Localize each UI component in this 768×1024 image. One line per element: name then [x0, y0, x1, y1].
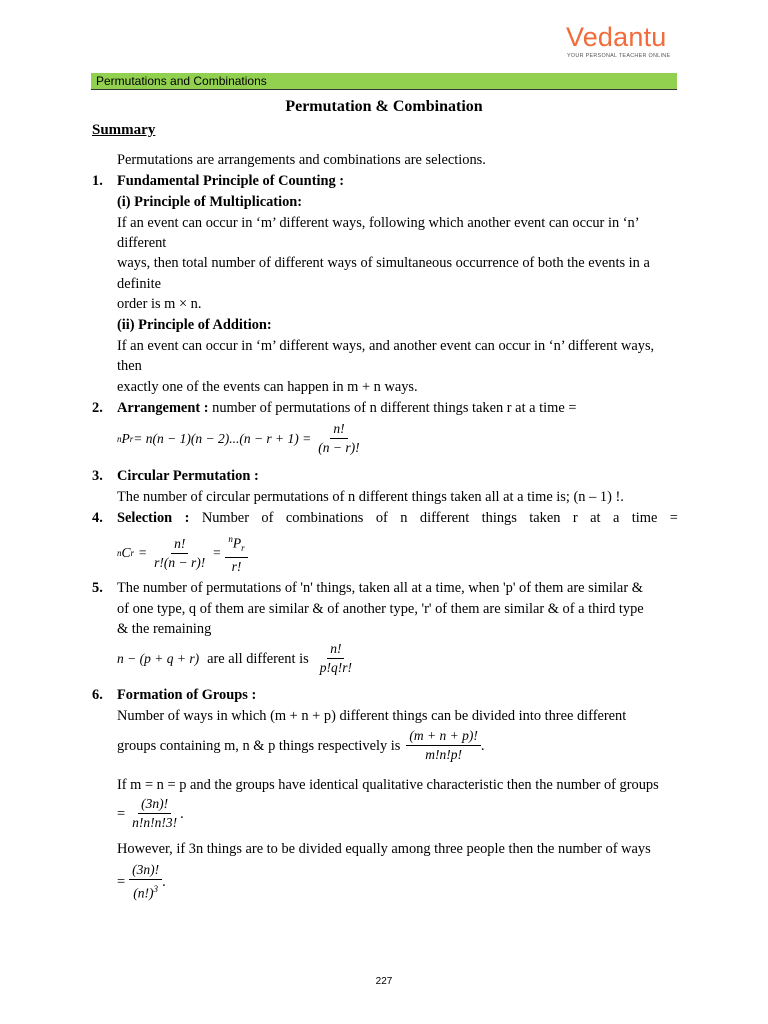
- word: of: [261, 510, 274, 526]
- groups-fraction: [406, 728, 480, 763]
- addition-text-3: exactly one of the events can happen in m + n ways.: [117, 379, 418, 395]
- word: at: [590, 510, 601, 526]
- section-6-text-3: If m = n = p and the groups have identical qualitative characteristic then the number of groups: [117, 777, 659, 793]
- period: .: [180, 805, 184, 822]
- section-5-text-1: The number of permutations of 'n' things, taken all at a time, when 'p' of them are similar &: [117, 580, 643, 596]
- word: taken: [529, 510, 561, 526]
- combination-fraction: [151, 536, 208, 571]
- permutation-numerator: n!: [330, 421, 347, 439]
- word: a: [612, 510, 620, 526]
- permutation-fraction: [315, 421, 362, 456]
- intro-text: Permutations are arrangements and combinations are selections.: [117, 152, 486, 168]
- equals: =: [117, 805, 126, 822]
- word: things: [481, 510, 517, 526]
- section-6-text-4: However, if 3n things are to be divided equally among three people then the number of ways: [117, 841, 651, 857]
- addition-text-2: then: [117, 358, 142, 374]
- word: Number: [201, 510, 249, 526]
- combination-symbol: C: [121, 545, 131, 561]
- word: r: [572, 510, 578, 526]
- section-2-line: [117, 399, 576, 417]
- distribution-denominator: $(n!)^3$: [133, 884, 158, 901]
- distribution-fraction: [129, 862, 162, 902]
- section-2-text: number of permutations of n different things taken r at a time =: [212, 400, 577, 416]
- section-1-number: 1.: [92, 173, 103, 189]
- multiplication-text-2: different: [117, 235, 167, 251]
- section-5-numerator: n!: [327, 641, 344, 659]
- section-6-heading: Formation of Groups :: [117, 687, 257, 703]
- multiplication-text-3: ways, then total number of different ways of simultaneous occurrence of both the events in a: [117, 255, 650, 271]
- brand-tagline: YOUR PERSONAL TEACHER ONLINE: [567, 53, 671, 59]
- remaining-expression: n − (p + q + r): [117, 650, 200, 666]
- section-6-groups-line: [117, 728, 484, 763]
- identical-groups-denominator: n!n!n!3!: [132, 815, 178, 830]
- identical-groups-numerator: (3n)!: [138, 796, 171, 814]
- multiplication-text-1: If an event can occur in ‘m’ different ways, following which another event can occur in ‘n’: [117, 215, 640, 231]
- section-6-text-1: Number of ways in which (m + n + p) different things can be divided into three different: [117, 708, 627, 724]
- vedantu-logo: [566, 22, 681, 64]
- multiplication-text-4: definite: [117, 276, 161, 292]
- distribution-numerator: (3n)!: [129, 862, 162, 880]
- combination-numerator: n!: [171, 536, 188, 554]
- chapter-title: Permutations and Combinations: [96, 74, 267, 88]
- combination-denominator: r!(n − r)!: [154, 554, 206, 570]
- section-4-line: [117, 509, 678, 527]
- section-5-mid-text: are all different is: [207, 650, 309, 667]
- groups-numerator: (m + n + p)!: [406, 728, 480, 746]
- multiplication-heading: (i) Principle of Multiplication:: [117, 194, 303, 210]
- section-3-number: 3.: [92, 468, 103, 484]
- brand-name: Vedantu: [566, 22, 667, 52]
- permutation-symbol: P: [121, 430, 130, 446]
- section-1-heading: Fundamental Principle of Counting :: [117, 173, 345, 189]
- permutation-denominator: (n − r)!: [318, 440, 360, 455]
- section-2-number: 2.: [92, 400, 103, 416]
- section-4-heading: Selection: [117, 510, 173, 526]
- section-6-number: 6.: [92, 687, 103, 703]
- addition-text-1: If an event can occur in ‘m’ different ways, and another event can occur in ‘n’ different ways,: [117, 338, 655, 354]
- section-5-text-3: & the remaining: [117, 621, 212, 637]
- chapter-header-bar: [91, 73, 677, 90]
- summary-heading: Summary: [92, 122, 156, 138]
- period: .: [162, 873, 166, 890]
- word: n: [400, 510, 408, 526]
- section-5-text-2: of one type, q of them are similar & of another type, 'r' of them are similar & of a third type: [117, 601, 644, 617]
- section-2-heading: Arrangement :: [117, 400, 209, 416]
- identical-groups-formula: [117, 796, 184, 831]
- page-title: Permutation & Combination: [285, 98, 483, 115]
- identical-groups-fraction: [129, 796, 180, 831]
- combination-denominator-2: r!: [231, 559, 242, 575]
- section-4-colon: :: [184, 510, 190, 526]
- section-5-number: 5.: [92, 580, 103, 596]
- combination-numerator-2: $^nP_r$: [225, 531, 247, 558]
- page-number: 227: [375, 976, 393, 987]
- section-5-formula: [117, 641, 355, 676]
- combination-formula: n C r = $\frac{n!}{r!(n - r)!}$ = $\frac{^nP_r}{r!}$: [117, 531, 248, 575]
- equals: =: [117, 873, 126, 890]
- addition-heading: (ii) Principle of Addition:: [117, 317, 272, 333]
- distribution-formula: [117, 862, 166, 902]
- combination-fraction-2: [225, 531, 247, 575]
- permutation-expansion: = n(n − 1)(n − 2)...(n − r + 1) =: [133, 430, 312, 446]
- word: time: [631, 510, 658, 526]
- word: =: [669, 510, 678, 526]
- word: different: [419, 510, 470, 526]
- word: of: [375, 510, 388, 526]
- period: .: [480, 737, 485, 754]
- word: combinations: [285, 510, 364, 526]
- section-3-text: The number of circular permutations of n different things taken all at a time is; (n – 1) !.: [117, 489, 624, 505]
- section-6-text-2: groups containing m, n & p things respectively is: [117, 737, 401, 754]
- groups-denominator: m!n!p!: [425, 747, 462, 762]
- section-4-number: 4.: [92, 510, 103, 526]
- multiplication-text-5: order is m × n.: [117, 296, 202, 312]
- section-5-fraction: [317, 641, 355, 676]
- permutation-formula: n P r = n(n − 1)(n − 2)...(n − r + 1) = $\frac{n!}{(n - r)!}$: [117, 421, 363, 456]
- section-3-heading: Circular Permutation :: [117, 468, 259, 484]
- section-5-denominator: p!q!r!: [319, 660, 352, 675]
